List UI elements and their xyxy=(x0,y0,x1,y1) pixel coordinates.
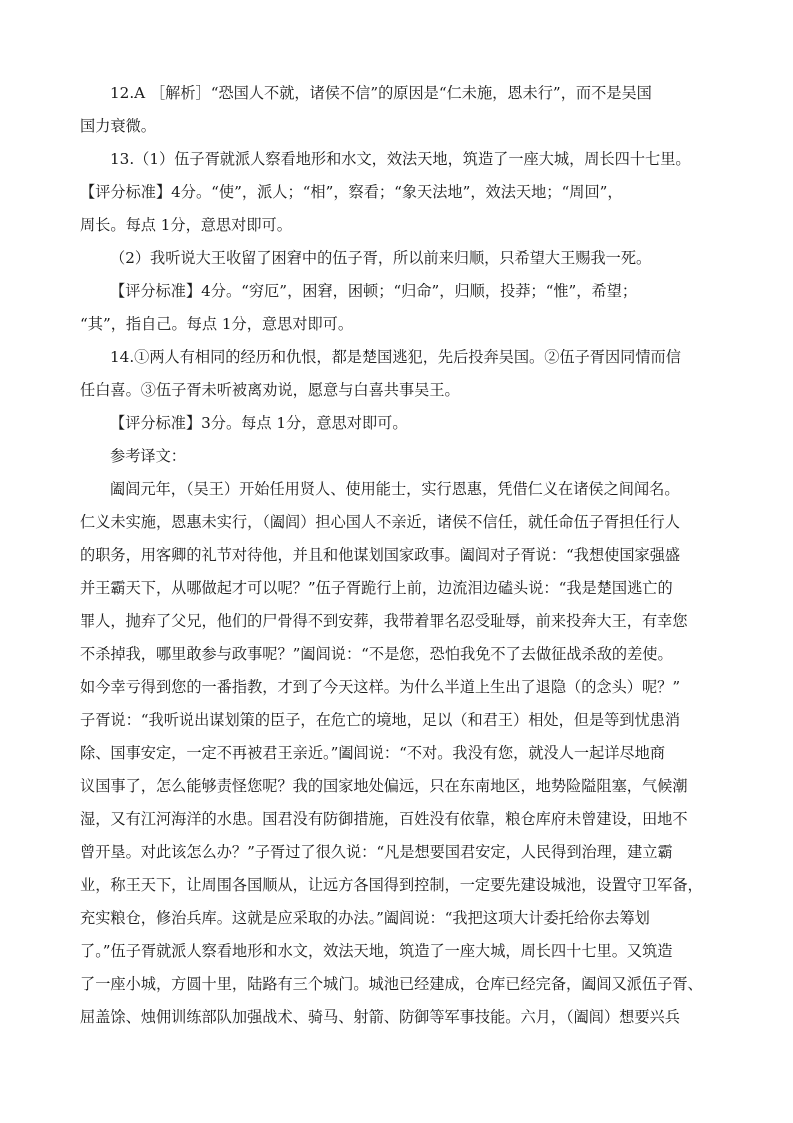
scoring-13-1-line-2: 周长。每点 1分，意思对即可。 xyxy=(80,216,292,234)
answer-14-line-1: 14.①两人有相同的经历和仇恨，都是楚国逃犯，先后投奔吴国。②伍子胥因同情而信 xyxy=(110,348,681,366)
scoring-13-2-line-2: “其”，指自己。每点 1分，意思对即可。 xyxy=(80,315,354,333)
answer-14-line-2: 任白喜。③伍子胥未听被离劝说，愿意与白喜共事吴王。 xyxy=(80,381,460,399)
translation-line-13: 业，称王天下，让周围各国顺从，让远方各国得到控制，一定要先建设城池，设置守卫军备， xyxy=(80,876,703,894)
translation-line-5: 罪人，抛弃了父兄，他们的尸骨得不到安葬，我带着罪名忍受耻辱，前来投奔大王，有幸您 xyxy=(80,612,688,630)
translation-line-17: 屈盖馀、烛佣训练部队加强战术、骑马、射箭、防御等军事技能。六月，（阖闾）想要兴兵 xyxy=(80,1008,680,1026)
translation-line-10: 议国事了，怎么能够责怪您呢？我的国家地处偏远，只在东南地区，地势险隘阻塞，气候潮 xyxy=(80,777,688,795)
translation-line-8: 子胥说：“我听说出谋划策的臣子，在危亡的境地，足以（和君王）相处，但是等到忧患消 xyxy=(80,711,681,729)
translation-line-4: 并王霸天下，从哪做起才可以呢？”伍子胥跪行上前，边流泪边磕头说：“我是楚国逃亡的 xyxy=(80,579,673,597)
scoring-13-1-line-1: 【评分标准】4分。“使”，派人；“相”，察看；“象天法地”，效法天地；“周回”， xyxy=(80,183,623,201)
translation-line-7: 如今幸亏得到您的一番指教，才到了今天这样。为什么半道上生出了退隐（的念头）呢？” xyxy=(80,678,681,696)
answer-12-line-1: 12.A ［解析］“恐国人不就，诸侯不信”的原因是“仁未施，恩未行”，而不是吴国 xyxy=(110,84,652,102)
translation-line-9: 除、国事安定，一定不再被君王亲近。”阖闾说：“不对。我没有您，就没人一起详尽地商 xyxy=(80,744,666,762)
translation-line-12: 曾开垦。对此该怎么办？”子胥过了很久说：“凡是想要国君安定，人民得到治理，建立霸 xyxy=(80,843,673,861)
translation-line-16: 了一座小城，方圆十里，陆路有三个城门。城池已经建成，仓库已经完备，阖闾又派伍子胥、 xyxy=(80,975,703,993)
answer-12-line-2: 国力衰微。 xyxy=(80,117,156,135)
scoring-13-2-line-1: 【评分标准】4分。“穷厄”，困窘，困顿；“归命”，归顺，投莽；“惟”，希望； xyxy=(110,282,638,300)
translation-line-11: 湿，又有江河海洋的水患。国君没有防御措施，百姓没有依靠，粮仓库府未曾建设，田地不 xyxy=(80,810,688,828)
translation-line-6: 不杀掉我，哪里敢参与政事呢？”阖闾说：“不是您，恐怕我免不了去做征战杀敌的差使。 xyxy=(80,645,673,663)
translation-line-15: 了。”伍子胥就派人察看地形和水文，效法天地，筑造了一座大城，周长四十七里。又筑造 xyxy=(80,942,673,960)
translation-heading: 参考译文： xyxy=(110,447,186,465)
translation-line-2: 仁义未实施，恩惠未实行，（阖闾）担心国人不亲近，诸侯不信任，就任命伍子胥担任行人 xyxy=(80,513,680,531)
scoring-14-line: 【评分标准】3分。每点 1分，意思对即可。 xyxy=(110,414,408,432)
answer-13-2-line: （2）我听说大王收留了困窘中的伍子胥，所以前来归顺，只希望大王赐我一死。 xyxy=(110,249,652,267)
translation-line-1: 阖闾元年，（吴王）开始任用贤人、使用能士，实行恩惠，凭借仁义在诸侯之间闻名。 xyxy=(110,480,680,498)
answer-13-1-line: 13.（1）伍子胥就派人察看地形和水文，效法天地，筑造了一座大城，周长四十七里。 xyxy=(110,150,691,168)
translation-line-14: 充实粮仓，修治兵库。这就是应采取的办法。”阖闾说：“我把这项大计委托给你去筹划 xyxy=(80,909,650,927)
translation-line-3: 的职务，用客卿的礼节对待他，并且和他谋划国家政事。阖闾对子胥说：“我想使国家强盛 xyxy=(80,546,681,564)
